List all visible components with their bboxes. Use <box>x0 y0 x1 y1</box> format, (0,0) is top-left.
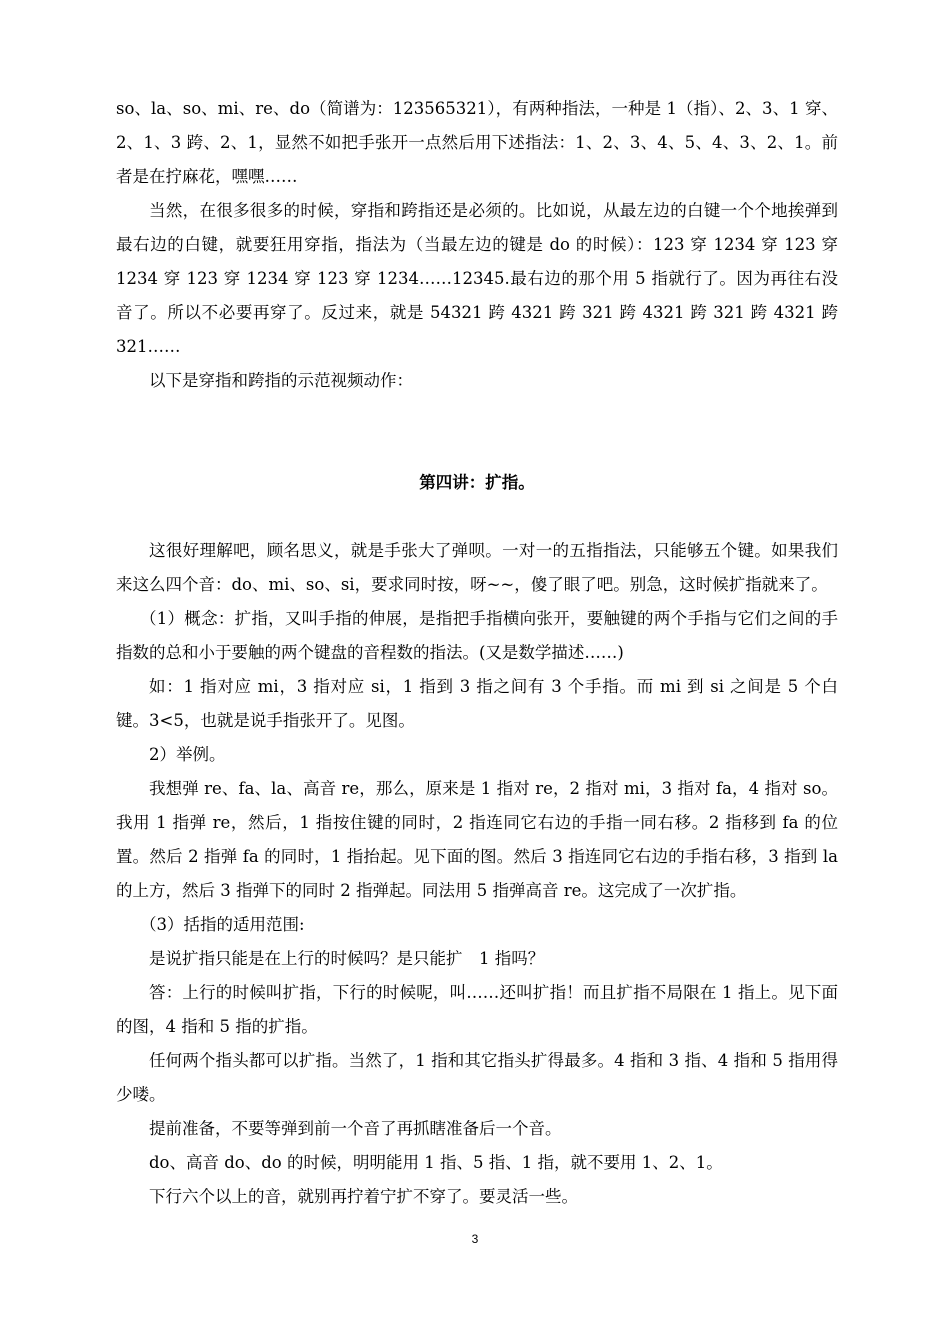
paragraph-concept-example: 如：1 指对应 mi，3 指对应 si，1 指到 3 指之间有 3 个手指。而 mi 到 si 之间是 5 个白键。3<5，也就是说手指张开了。见图。 <box>116 677 838 730</box>
page-number: 3 <box>471 1232 479 1246</box>
paragraph-intro: 这很好理解吧，顾名思义，就是手张大了弹呗。一对一的五指指法，只能够五个键。如果我们来这么四个音：do、mi、so、si，要求同时按，呀~~，傻了眼了吧。别急，这时候扩指就来了。 <box>116 541 838 594</box>
paragraph-solfege-example: so、la、so、mi、re、do（简谱为：123565321），有两种指法，一种是 1（指）、2、3、1 穿、2、1、3 跨、2、1，显然不如把手张开一点然后用下述指法：1、2、3、4、5、4、3、2、1。前者是在拧麻花，嘿嘿…… <box>116 99 838 186</box>
paragraph-any-fingers: 任何两个指头都可以扩指。当然了，1 指和其它指头扩得最多。4 指和 3 指、4 指和 5 指用得少喽。 <box>116 1051 838 1104</box>
section-heading: 第四讲：扩指。 <box>419 473 535 492</box>
section-spacer <box>116 398 838 466</box>
paragraph-answer: 答：上行的时候叫扩指，下行的时候呢，叫……还叫扩指！而且扩指不局限在 1 指上。见下面的图，4 指和 5 指的扩指。 <box>116 983 838 1036</box>
paragraph-prepare: 提前准备，不要等弹到前一个音了再抓瞎准备后一个音。 <box>149 1119 562 1138</box>
paragraph-concept: （1）概念：扩指，又叫手指的伸展，是指把手指横向张开，要触键的两个手指与它们之间的手指数的总和小于要触的两个键盘的音程数的指法。(又是数学描述……) <box>116 609 838 662</box>
paragraph-crossing-necessary: 当然，在很多很多的时候，穿指和跨指还是必须的。比如说，从最左边的白键一个个地挨弹到最右边的白键，就要狂用穿指，指法为（当最左边的键是 do 的时候）：123 穿 1234 穿 123 穿 1234 穿 123 穿 1234 穿 123 穿 1234……12345.最右边的那个用 5 指就行了。因为再往右没音了。所以不必要再穿了。反过来，就是 54321 跨 4321 跨 321 跨 4321 跨 321 跨 4321 跨 321…… <box>116 201 838 356</box>
section-spacer <box>116 500 838 534</box>
paragraph-scope-heading: （3）括指的适用范围: <box>140 915 305 934</box>
paragraph-video-intro: 以下是穿指和跨指的示范视频动作： <box>149 371 413 390</box>
paragraph-descending: 下行六个以上的音，就别再拧着宁扩不穿了。要灵活一些。 <box>149 1187 578 1206</box>
paragraph-example-body: 我想弹 re、fa、la、高音 re，那么，原来是 1 指对 re，2 指对 mi，3 指对 fa，4 指对 so。我用 1 指弹 re，然后，1 指按住键的同时，2 指连同它右边的手指一同右移。2 指移到 fa 的位置。然后 2 指弹 fa 的同时，1 指抬起。见下面的图。然后 3 指连同它右边的手指右移，3 指到 la 的上方，然后 3 指弹下的同时 2 指弹起。同法用 5 指弹高音 re。这完成了一次扩指。 <box>116 779 838 900</box>
paragraph-question: 是说扩指只能是在上行的时候吗？是只能扩 1 指吗？ <box>149 949 545 968</box>
paragraph-do-fingering: do、高音 do、do 的时候，明明能用 1 指、5 指、1 指，就不要用 1、2、1。 <box>149 1153 723 1172</box>
page-body <box>116 92 838 1214</box>
paragraph-example-heading: 2）举例。 <box>149 745 226 764</box>
